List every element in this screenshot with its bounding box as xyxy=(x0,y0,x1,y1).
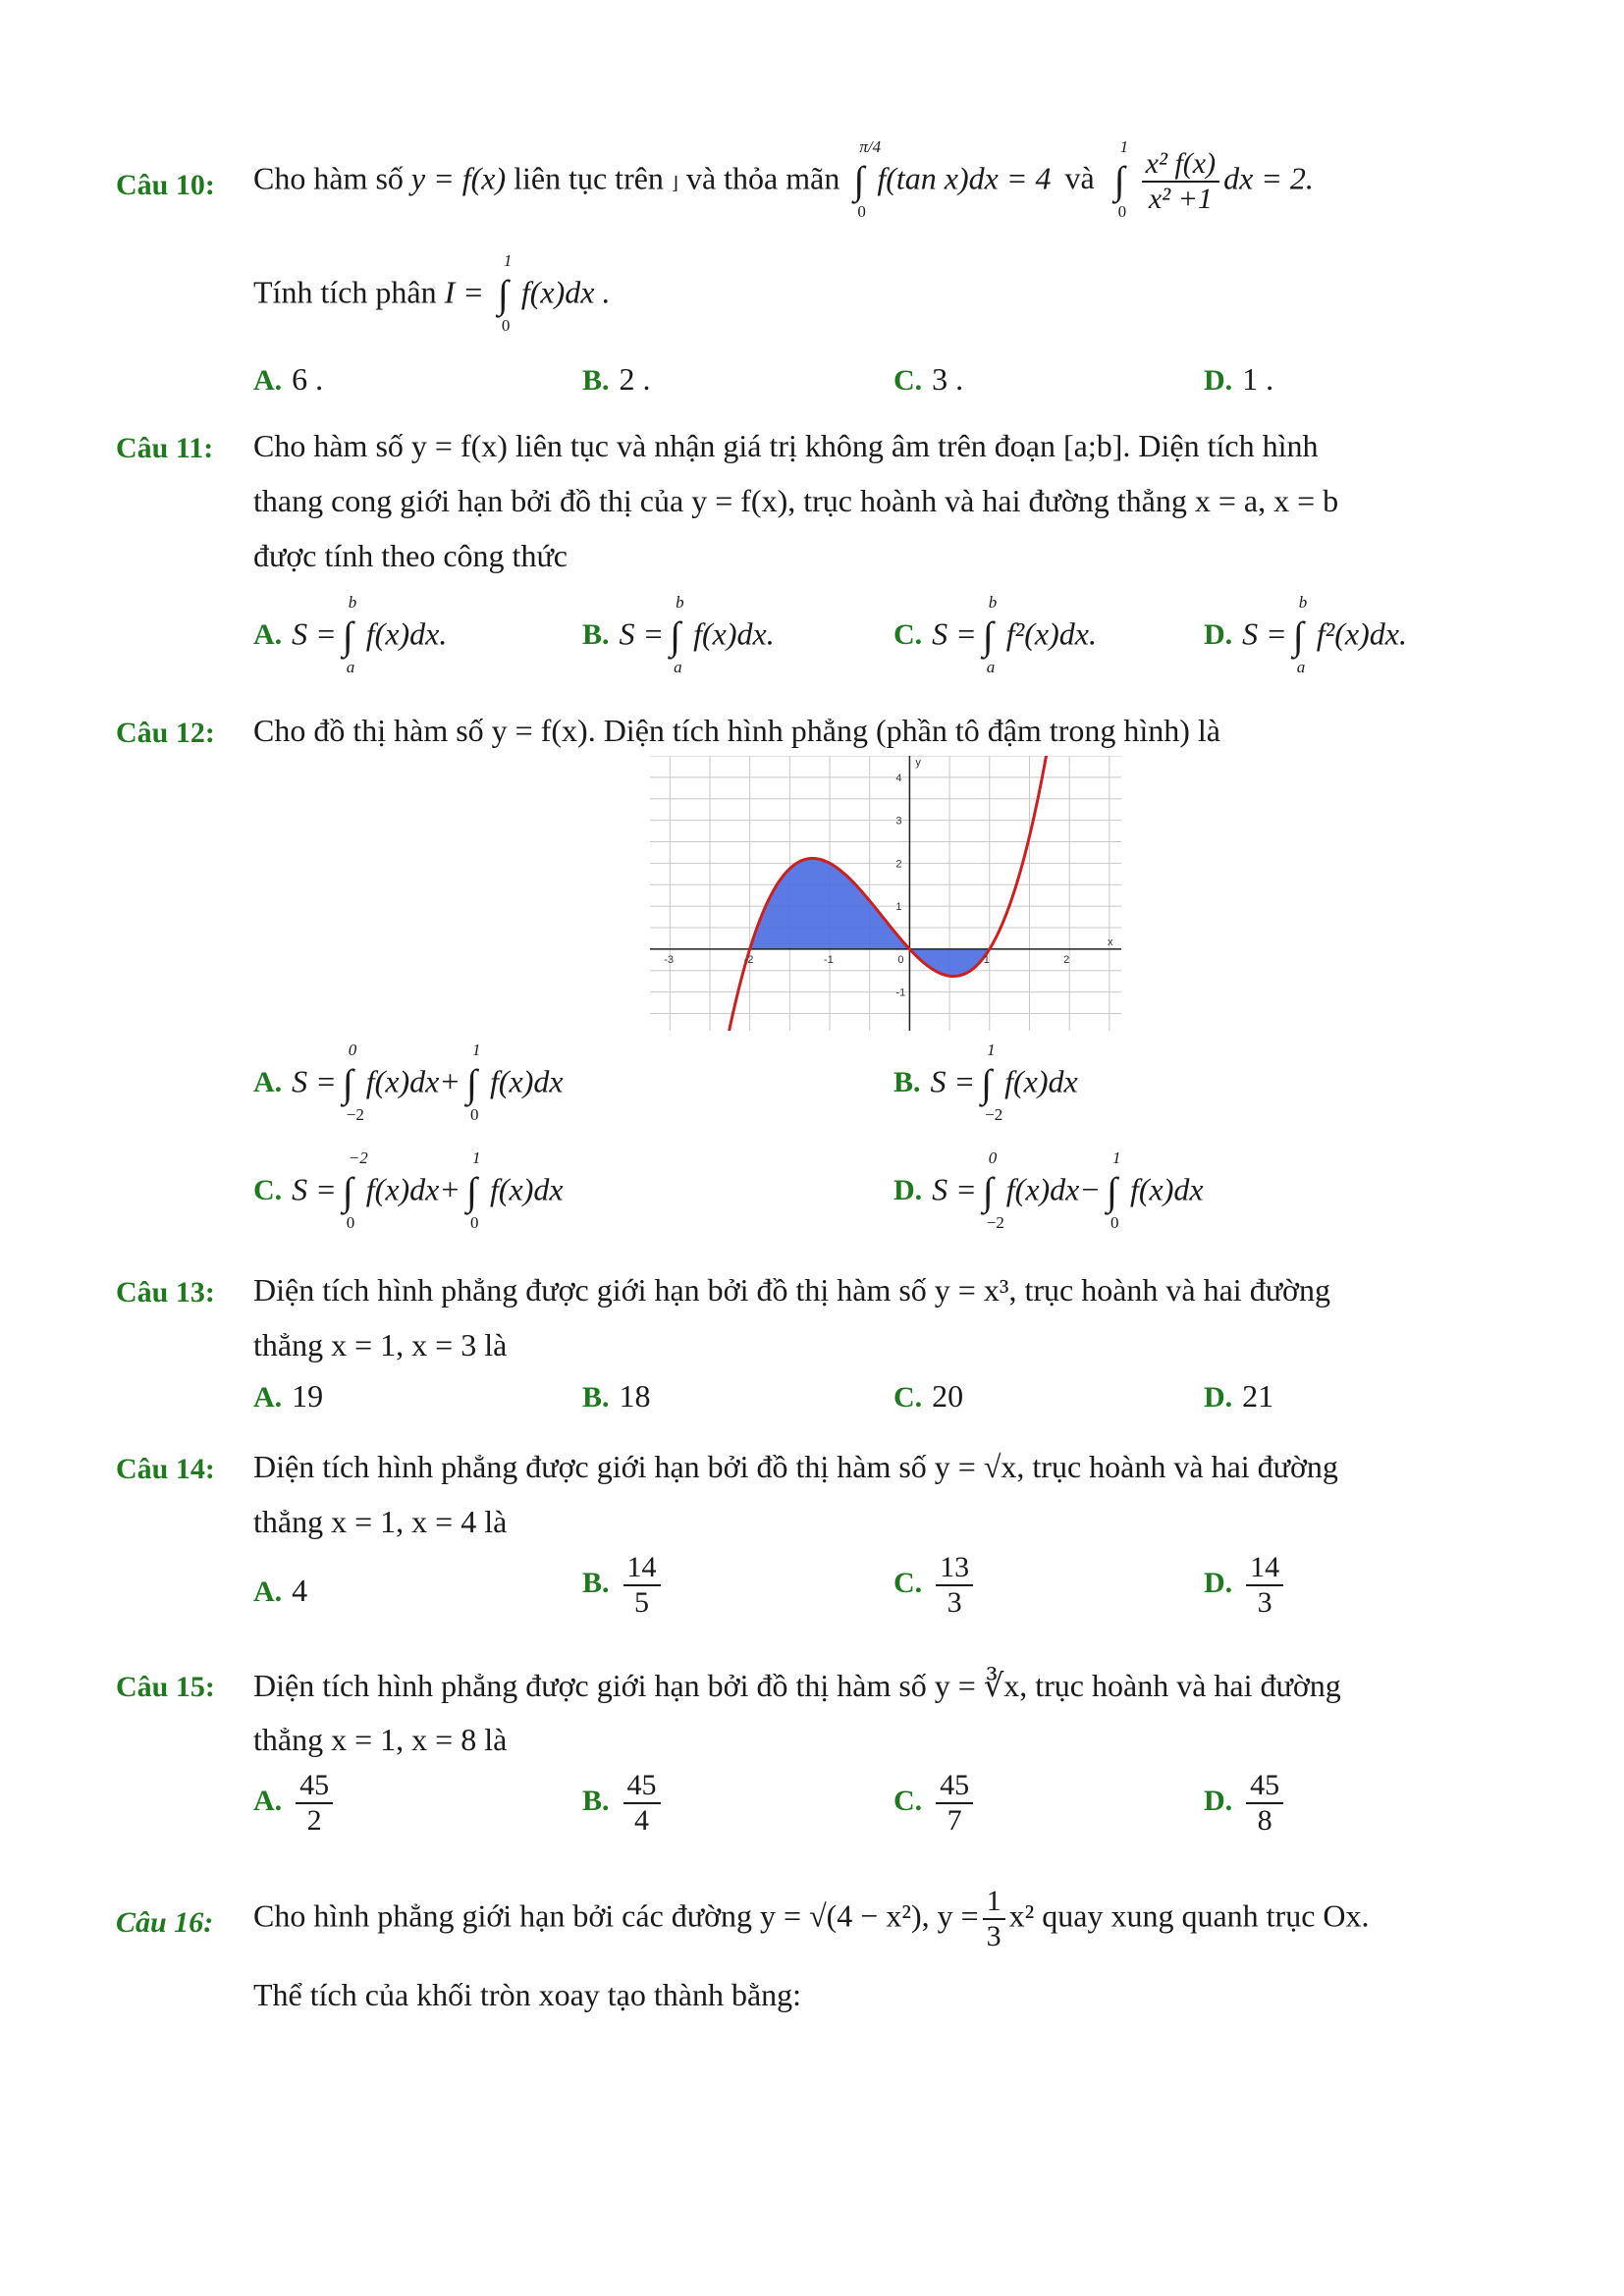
int-body: f(x)dx xyxy=(1004,1063,1078,1099)
y-axis-label: y xyxy=(915,757,921,769)
q16-fraction xyxy=(983,1885,1005,1953)
int-lower: −2 xyxy=(986,1213,1004,1232)
int-body: f(x)dx− xyxy=(1005,1171,1101,1207)
q13-option-a[interactable] xyxy=(253,1378,323,1415)
option-letter: A. xyxy=(253,1066,283,1099)
question-11-line-2: thang cong giới hạn bởi đồ thị của y = f(x), trục hoành và hai đường thẳng x = a, x = b xyxy=(253,483,1339,518)
option-letter: D. xyxy=(1204,364,1233,397)
q10-int1-upper: π/4 xyxy=(859,137,882,156)
q16-text-b: x² quay xung quanh trục Ox. xyxy=(1008,1897,1370,1934)
q11-option-a[interactable]: A. S = b ∫ a f(x)dx. xyxy=(253,593,448,676)
int-lower: 0 xyxy=(1110,1213,1119,1232)
q10-option-d[interactable] xyxy=(1204,361,1273,398)
int-upper: 1 xyxy=(1111,1148,1121,1167)
int-upper: 1 xyxy=(471,1041,481,1059)
option-letter: B. xyxy=(582,1785,610,1818)
question-16-label: Câu 16: xyxy=(116,1906,214,1939)
q10-int2-lower: 0 xyxy=(1117,202,1127,221)
option-pre: S = xyxy=(932,1171,977,1207)
option-text: 3 . xyxy=(932,361,964,397)
question-13-label: Câu 13: xyxy=(116,1276,215,1308)
int-lower: 0 xyxy=(469,1213,479,1232)
option-letter: B. xyxy=(582,364,610,397)
option-pre: S = xyxy=(930,1063,976,1099)
q14-option-d[interactable] xyxy=(1204,1551,1287,1620)
int-upper: 1 xyxy=(987,1041,996,1059)
option-pre: S = xyxy=(1242,615,1287,652)
q10-integral-2: 1 ∫ 0 xyxy=(1113,137,1129,221)
option-text: 20 xyxy=(932,1378,964,1414)
q15-option-a[interactable] xyxy=(253,1769,337,1838)
q10-line2-text: Tính tích phân xyxy=(253,274,437,310)
option-letter: C. xyxy=(893,1567,923,1600)
question-16-line-2: Thể tích của khối tròn xoay tạo thành bằng: xyxy=(253,1977,802,2012)
question-14-label: Câu 14: xyxy=(116,1453,215,1485)
real-set-symbol: ⌋ xyxy=(671,173,678,193)
q14-option-a[interactable] xyxy=(253,1573,307,1609)
option-text: 18 xyxy=(619,1378,651,1414)
x-tick-label: -3 xyxy=(664,953,675,966)
y-tick-label: -1 xyxy=(895,987,906,999)
frac-den: 8 xyxy=(1257,1804,1272,1837)
q11-option-b[interactable]: B. S = b ∫ a f(x)dx. xyxy=(582,593,775,676)
int-upper: b xyxy=(988,593,998,612)
q15-option-d[interactable] xyxy=(1204,1769,1287,1838)
int-lower: 0 xyxy=(346,1213,355,1232)
question-11-label: Câu 11: xyxy=(116,432,214,464)
q15-option-c[interactable] xyxy=(893,1769,977,1838)
x-tick-label: 2 xyxy=(1063,953,1070,966)
q10-int1-lower: 0 xyxy=(857,202,866,221)
option-letter: B. xyxy=(582,618,610,652)
q10-option-c[interactable] xyxy=(893,361,963,398)
option-letter: D. xyxy=(1204,618,1233,652)
int-lower: a xyxy=(1296,658,1306,676)
option-letter: B. xyxy=(582,1381,610,1414)
frac-num: 45 xyxy=(296,1769,333,1804)
q11-option-d[interactable]: D. S = b ∫ a f²(x)dx. xyxy=(1204,593,1407,676)
option-letter: C. xyxy=(893,1785,923,1818)
q10-line2-expr: I = xyxy=(444,274,484,310)
question-15-label: Câu 15: xyxy=(116,1671,215,1703)
q10-option-a[interactable] xyxy=(253,361,323,398)
function-graph xyxy=(650,756,1121,1031)
question-15-line-1: Diện tích hình phẳng được giới hạn bởi đồ thị hàm số y = ∛x, trục hoành và hai đường xyxy=(253,1668,1341,1703)
int-upper: 1 xyxy=(471,1148,481,1167)
int-lower: 0 xyxy=(469,1105,479,1124)
question-13-line-1: Diện tích hình phẳng được giới hạn bởi đồ thị hàm số y = x³, trục hoành và hai đường xyxy=(253,1272,1330,1308)
question-14-line-2: thẳng x = 1, x = 4 là xyxy=(253,1504,508,1539)
option-letter: A. xyxy=(253,364,283,397)
x-tick-label: 1 xyxy=(983,953,990,966)
int-body: f(x)dx xyxy=(489,1063,564,1099)
frac-den: 7 xyxy=(947,1804,962,1837)
shaded-area-positive xyxy=(750,858,910,948)
q12-option-b[interactable]: B. S = 1 ∫ −2 f(x)dx xyxy=(893,1041,1078,1124)
frac-num: 14 xyxy=(623,1551,661,1586)
int-body: f(x)dx xyxy=(1129,1171,1204,1207)
int-upper: −2 xyxy=(348,1148,368,1167)
option-letter: C. xyxy=(893,364,923,397)
option-body: f(x)dx. xyxy=(693,615,775,652)
option-body: f²(x)dx. xyxy=(1316,615,1407,652)
x-tick-label: -2 xyxy=(743,953,754,966)
option-letter: D. xyxy=(1204,1785,1233,1818)
int-lower: −2 xyxy=(985,1105,1003,1124)
frac-num: 13 xyxy=(936,1551,973,1586)
q16-text-a: Cho hình phẳng giới hạn bởi các đường y = √(4 − x²), y = xyxy=(253,1897,979,1934)
option-letter: A. xyxy=(253,1575,283,1608)
frac-den: 5 xyxy=(634,1586,650,1619)
int-lower: a xyxy=(674,658,682,676)
int-upper: b xyxy=(348,593,357,612)
question-12-line-1: Cho đồ thị hàm số y = f(x). Diện tích hình phẳng (phần tô đậm trong hình) là xyxy=(253,713,1220,748)
option-letter: A. xyxy=(253,1381,283,1414)
y-tick-label: 4 xyxy=(895,772,902,784)
frac-den: 3 xyxy=(986,1920,1001,1952)
option-letter: C. xyxy=(253,1174,283,1207)
option-letter: C. xyxy=(893,618,923,652)
q10-integral-3: 1 ∫ 0 xyxy=(497,251,513,335)
frac-num: 45 xyxy=(936,1769,973,1804)
int-upper: b xyxy=(1298,593,1308,612)
int-upper: b xyxy=(676,593,684,612)
option-letter: B. xyxy=(582,1567,610,1600)
frac-num: 14 xyxy=(1246,1551,1283,1586)
y-tick-label: 1 xyxy=(895,901,902,914)
q10-frac-den: x² +1 xyxy=(1148,183,1213,215)
q10-text-a: Cho hàm số xyxy=(253,160,404,196)
question-14-line-1: Diện tích hình phẳng được giới hạn bởi đồ thị hàm số y = √x, trục hoành và hai đường xyxy=(253,1449,1338,1484)
option-text: 19 xyxy=(292,1378,324,1414)
question-11-line-3: được tính theo công thức xyxy=(253,538,568,573)
graph-grid xyxy=(650,756,1121,1031)
option-pre: S = xyxy=(619,615,665,652)
option-letter: B. xyxy=(893,1066,921,1099)
q13-option-b[interactable] xyxy=(582,1378,651,1415)
q10-integral-1: π/4 ∫ 0 xyxy=(853,137,882,221)
y-tick-label: 2 xyxy=(895,858,902,871)
option-pre: S = xyxy=(292,1063,337,1099)
q10-int3-body: f(x)dx . xyxy=(520,274,611,310)
frac-num: 1 xyxy=(983,1885,1005,1920)
option-letter: D. xyxy=(1204,1567,1233,1600)
q12-option-a[interactable]: A. S = 0 ∫ −2 f(x)dx+ 1 ∫ 0 f(x)dx xyxy=(253,1041,564,1124)
question-10-label: Câu 10: xyxy=(116,169,215,201)
question-10-line-1 xyxy=(253,137,1314,221)
int-lower: a xyxy=(986,658,996,676)
q14-option-c[interactable] xyxy=(893,1551,977,1620)
q10-function: y = f(x) xyxy=(410,160,507,196)
frac-num: 45 xyxy=(1246,1769,1283,1804)
q15-option-b[interactable] xyxy=(582,1769,665,1838)
int-upper: 0 xyxy=(348,1041,357,1059)
int-body: f(x)dx xyxy=(489,1171,564,1207)
option-body: f²(x)dx. xyxy=(1005,615,1097,652)
x-axis-label: x xyxy=(1108,935,1113,948)
frac-den: 3 xyxy=(1257,1586,1272,1619)
option-body: f(x)dx. xyxy=(365,615,448,652)
question-12-label: Câu 12: xyxy=(116,717,215,749)
question-10-line-2 xyxy=(253,251,611,335)
y-tick-label: 3 xyxy=(895,815,902,828)
q10-fraction xyxy=(1142,147,1219,216)
q12-option-d[interactable]: D. S = 0 ∫ −2 f(x)dx− 1 ∫ 0 f(x)dx xyxy=(893,1148,1204,1232)
question-15-line-2: thẳng x = 1, x = 8 là xyxy=(253,1722,508,1757)
frac-den: 2 xyxy=(306,1804,322,1837)
q13-option-d[interactable] xyxy=(1204,1378,1273,1415)
graph-tick-labels xyxy=(664,757,1113,999)
q10-int1-body: f(tan x)dx = 4 xyxy=(877,160,1052,196)
origin-label: 0 xyxy=(897,953,904,966)
option-letter: A. xyxy=(253,1785,283,1818)
int-body: f(x)dx+ xyxy=(365,1171,460,1207)
q10-text-d: và thỏa mãn xyxy=(685,160,840,196)
int-lower: a xyxy=(346,658,355,676)
frac-num: 45 xyxy=(623,1769,661,1804)
option-letter: A. xyxy=(253,618,283,652)
q11-option-c[interactable]: C. S = b ∫ a f²(x)dx. xyxy=(893,593,1097,676)
q10-frac-num: x² f(x) xyxy=(1142,147,1219,183)
option-pre: S = xyxy=(292,1171,337,1207)
q10-int2-upper: 1 xyxy=(1119,137,1129,156)
option-text: 4 xyxy=(292,1573,308,1608)
option-letter: D. xyxy=(893,1174,923,1207)
option-text: 21 xyxy=(1242,1378,1274,1414)
int-upper: 0 xyxy=(988,1148,998,1167)
option-letter: D. xyxy=(1204,1381,1233,1414)
option-text: 1 . xyxy=(1242,361,1274,397)
q10-int3-upper: 1 xyxy=(503,251,513,270)
option-pre: S = xyxy=(932,615,977,652)
int-lower: −2 xyxy=(346,1105,364,1124)
frac-den: 3 xyxy=(947,1586,962,1619)
frac-den: 4 xyxy=(634,1804,650,1837)
question-11-line-1: Cho hàm số y = f(x) liên tục và nhận giá trị không âm trên đoạn [a;b]. Diện tích hình xyxy=(253,428,1319,463)
q10-int3-lower: 0 xyxy=(501,316,511,335)
q12-option-c[interactable]: C. S = −2 ∫ 0 f(x)dx+ 1 ∫ 0 f(x)dx xyxy=(253,1148,564,1232)
q10-text-c: liên tục trên xyxy=(514,160,664,196)
q10-int2-tail: dx = 2. xyxy=(1223,160,1314,196)
option-text: 2 . xyxy=(619,361,651,397)
question-13-line-2: thẳng x = 1, x = 3 là xyxy=(253,1327,508,1362)
int-body: f(x)dx+ xyxy=(365,1063,460,1099)
q10-option-b[interactable] xyxy=(582,361,651,398)
question-16-line-1 xyxy=(253,1885,1370,1953)
q13-option-c[interactable] xyxy=(893,1378,963,1415)
q10-and: và xyxy=(1064,160,1095,196)
option-text: 6 . xyxy=(292,361,324,397)
q14-option-b[interactable] xyxy=(582,1551,665,1620)
option-pre: S = xyxy=(292,615,337,652)
option-letter: C. xyxy=(893,1381,923,1414)
x-tick-label: -1 xyxy=(824,953,834,966)
